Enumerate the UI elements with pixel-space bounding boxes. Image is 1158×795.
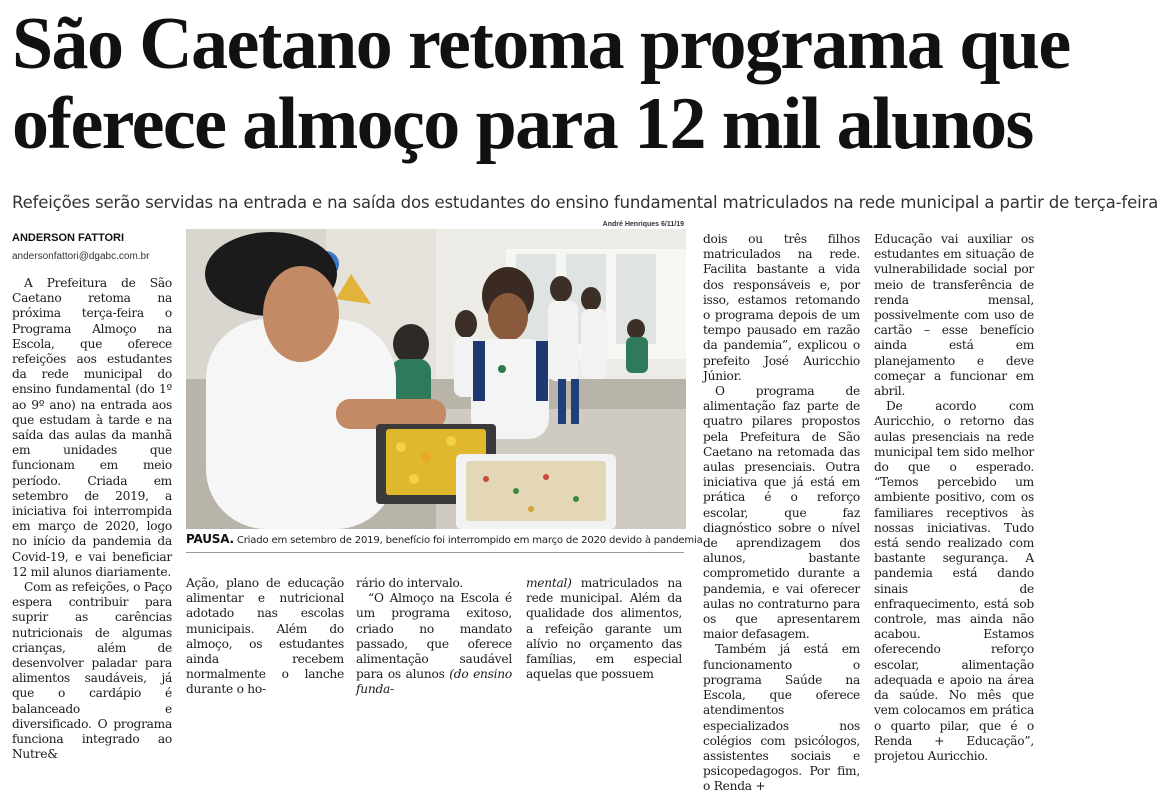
paragraph: Educação vai auxiliar os estudantes em situação de vulnerabilidade social por meio de transferência de renda mensal, possivelmente com uso de cartão – esse benefício ainda está em planejamento e deve começar a funcionar em abril. — [874, 232, 1034, 399]
quote-text: “O Almoço na Escola é um programa exitoso, criado no mandato passado, que oferece alimentação saudável para os alunos — [356, 591, 512, 682]
headline-line-2: oferece almoço para 12 mil alunos — [12, 83, 1033, 165]
photo-caption — [186, 532, 703, 546]
paragraph: O programa de alimentação faz parte de quatro pilares propostos pela Prefeitura de São Caetano na retomada das aulas presenciais. Outra iniciativa que já está em prática é o reforço escolar, que faz diagnóstico sobre o nível de aprendizagem dos alunos, bastante comprometido durante a pandemia, e vai oferecer aulas no contraturno para os que apresentarem maior defasagem. — [703, 384, 860, 642]
paragraph: De acordo com Auricchio, o retorno das aulas presenciais na rede municipal tem sido melhor do que o esperado. “Temos percebido um ambiente positivo, com os familiares receptivos às nossas iniciativas. Tudo está sendo realizado com bastante segurança. A pandemia está dando sinais de enfraquecimento, está sob controle, mas ainda não acabou. Estamos oferecendo reforço escolar, alimentação adequada e apoio na área da saúde. No mês que vem colocamos em prática o quarto pilar, que é o Renda + Educação”, projetou Auricchio. — [874, 399, 1034, 763]
article-column-5 — [874, 232, 1034, 763]
article-column-1 — [12, 276, 172, 762]
article-column-4-lower — [526, 576, 682, 682]
caption-divider — [186, 552, 684, 553]
paragraph: Com as refeições, o Paço espera contribuir para suprir as carências nutricionais de algumas crianças, além de desenvolver paladar para alimentos saudáveis, já que o cardápio é balanceado e diversificado. O programa funciona integrado ao Nutre& — [12, 580, 172, 762]
paragraph — [356, 591, 512, 697]
article-photo — [186, 229, 686, 529]
caption-text: Criado em setembro de 2019, benefício foi interrompido em março de 2020 devido à pandemia — [233, 535, 703, 546]
italic-fragment: mental) — [526, 576, 572, 590]
quote-italic: (do ensino funda- — [356, 667, 512, 697]
article-column-2 — [186, 576, 344, 697]
cafeteria-photo-illustration — [186, 229, 686, 529]
article-column-3 — [356, 576, 512, 697]
paragraph: A Prefeitura de São Caetano retoma na próxima terça-feira o Programa Almoço na Escola, que oferece refeições aos estudantes da rede municipal do ensino fundamental (do 1º ao 9º ano) na entrada aos que estudam à tarde e na saída das aulas da manhã em unidades que funcionam em meio período. Criada em setembro de 2019, a iniciativa foi interrompida em março de 2020, logo no início da pandemia da Covid-19, e vai beneficiar 12 mil alunos diariamente. — [12, 276, 172, 579]
author-name: ANDERSON FATTORI — [12, 232, 125, 244]
paragraph — [526, 576, 682, 682]
subheadline: Refeições serão servidas na entrada e na saída dos estudantes do ensino fundamental matriculados na rede municipal a partir de terça-feira — [12, 193, 1158, 212]
paragraph: rário do intervalo. — [356, 576, 464, 590]
paragraph: Também já está em funcionamento o programa Saúde na Escola, que oferece atendimentos especializados nos colégios com psicólogos, assistentes sociais e psicopedagogos. Por fim, o Renda + — [703, 642, 860, 794]
text-fragment: matriculados na rede municipal. Além da qualidade dos alimentos, a refeição garante um alívio no orçamento das famílias, em especial aquelas que possuem — [526, 576, 682, 682]
headline — [12, 3, 1070, 165]
caption-kicker: PAUSA. — [186, 532, 234, 546]
paragraph: Ação, plano de educação alimentar e nutricional adotado nas escolas municipais. Além do almoço, os estudantes ainda recebem normalmente o lanche durante o ho- — [186, 576, 344, 697]
author-email[interactable]: andersonfattori@dgabc.com.br — [12, 251, 150, 262]
paragraph: dois ou três filhos matriculados na rede. Facilita bastante a vida dos responsáveis e, por isso, estamos retomando o programa depois de um tempo pausado em razão da pandemia”, explicou o prefeito José Auricchio Júnior. — [703, 232, 860, 383]
photo-credit: André Henriques 6/11/19 — [602, 221, 684, 228]
article-column-4 — [703, 232, 860, 794]
headline-line-1: São Caetano retoma programa que — [12, 3, 1070, 85]
